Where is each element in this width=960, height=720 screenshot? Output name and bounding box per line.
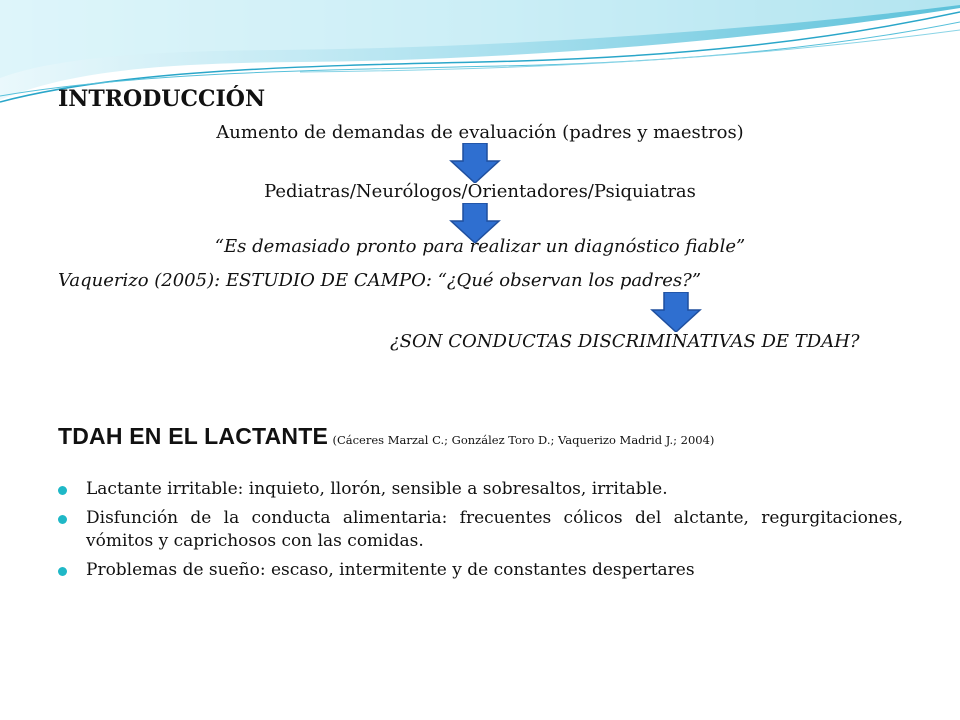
intro-line-quote: “Es demasiado pronto para realizar un diagnóstico fiable” (214, 236, 746, 257)
section-title: TDAH EN EL LACTANTE (58, 423, 328, 449)
bullet-dot-icon (58, 567, 67, 576)
intro-line-specialists: Pediatras/Neurólogos/Orientadores/Psiquiatras (264, 181, 696, 202)
section-reference: (Cáceres Marzal C.; González Toro D.; Vaquerizo Madrid J.; 2004) (332, 433, 715, 447)
bullet-dot-icon (58, 515, 67, 524)
intro-line-demand: Aumento de demandas de evaluación (padres y maestros) (216, 122, 744, 143)
intro-line-question: ¿SON CONDUCTAS DISCRIMINATIVAS DE TDAH? (390, 331, 860, 352)
list-item-text: Disfunción de la conducta alimentaria: frecuentes cólicos del alctante, regurgitaciones, vómitos y caprichosos con las comidas. (86, 508, 903, 551)
list-item (58, 559, 903, 582)
section-heading (58, 423, 714, 450)
bullet-dot-icon (58, 486, 67, 495)
intro-line-study: Vaquerizo (2005): ESTUDIO DE CAMPO: “¿Qué observan los padres?” (58, 270, 702, 291)
list-item-text: Lactante irritable: inquieto, llorón, sensible a sobresaltos, irritable. (86, 479, 668, 499)
intro-heading: INTRODUCCIÓN (58, 86, 266, 112)
bullet-list (58, 478, 903, 588)
down-arrow-icon (449, 143, 501, 183)
down-arrow-icon (650, 292, 702, 332)
list-item (58, 478, 903, 501)
list-item (58, 507, 903, 553)
list-item-text: Problemas de sueño: escaso, intermitente y de constantes despertares (86, 560, 695, 580)
